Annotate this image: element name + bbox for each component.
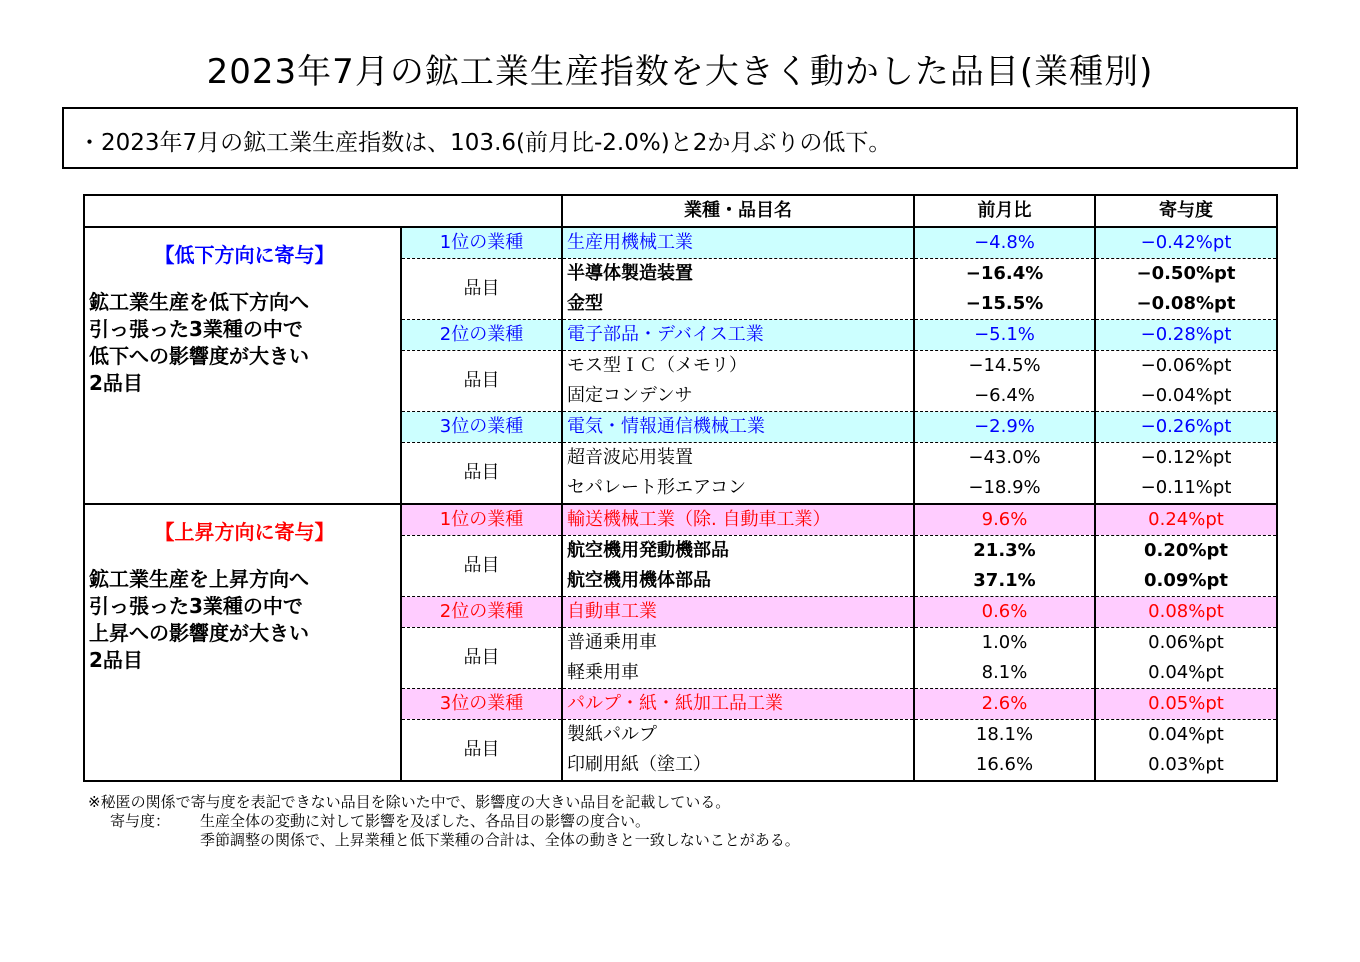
item-mom: −6.4%	[914, 381, 1095, 412]
item-mom: 18.1%	[914, 720, 1095, 751]
industry-mom: 0.6%	[914, 597, 1095, 628]
industry-name: 電気・情報通信機械工業	[562, 412, 914, 443]
item-contrib: 0.09%pt	[1095, 566, 1277, 597]
description-line: 2品目	[89, 648, 143, 672]
item-label: 品目	[401, 628, 562, 689]
item-name: 軽乗用車	[562, 658, 914, 689]
industry-name: パルプ・紙・紙加工品工業	[562, 689, 914, 720]
industry-rank: 3位の業種	[401, 412, 562, 443]
footnote-3: 季節調整の関係で、上昇業種と低下業種の合計は、全体の動きと一致しないことがある。	[200, 831, 800, 849]
item-mom: 37.1%	[914, 566, 1095, 597]
item-mom: 21.3%	[914, 536, 1095, 567]
item-mom: 1.0%	[914, 628, 1095, 659]
item-mom: −14.5%	[914, 351, 1095, 382]
item-mom: −15.5%	[914, 289, 1095, 320]
industry-rank: 2位の業種	[401, 320, 562, 351]
industry-name: 輸送機械工業（除. 自動車工業）	[562, 504, 914, 536]
item-contrib: 0.04%pt	[1095, 720, 1277, 751]
item-name: 普通乗用車	[562, 628, 914, 659]
footnote-2-text: 生産全体の変動に対して影響を及ぼした、各品目の影響の度合い。	[200, 812, 651, 830]
item-name: 製紙パルプ	[562, 720, 914, 751]
header-mom: 前月比	[914, 195, 1095, 227]
industry-name: 電子部品・デバイス工業	[562, 320, 914, 351]
summary-box	[62, 107, 1298, 169]
increase-section	[84, 504, 1277, 781]
item-contrib: −0.11%pt	[1095, 473, 1277, 504]
item-name: 超音波応用装置	[562, 443, 914, 474]
item-contrib: 0.03%pt	[1095, 750, 1277, 781]
header-blank	[84, 195, 562, 227]
industry-name: 自動車工業	[562, 597, 914, 628]
item-contrib: 0.04%pt	[1095, 658, 1277, 689]
industry-mom: −2.9%	[914, 412, 1095, 443]
description-line: 鉱工業生産を低下方向へ	[89, 290, 309, 314]
item-name: セパレート形エアコン	[562, 473, 914, 504]
table-header-row	[84, 195, 1277, 227]
item-contrib: 0.06%pt	[1095, 628, 1277, 659]
item-mom: 8.1%	[914, 658, 1095, 689]
item-mom: 16.6%	[914, 750, 1095, 781]
item-name: 航空機用機体部品	[562, 566, 914, 597]
industry-contrib: 0.05%pt	[1095, 689, 1277, 720]
item-mom: −43.0%	[914, 443, 1095, 474]
item-contrib: −0.50%pt	[1095, 259, 1277, 290]
item-name: 固定コンデンサ	[562, 381, 914, 412]
industry-row	[84, 227, 1277, 259]
item-label: 品目	[401, 536, 562, 597]
item-name: 半導体製造装置	[562, 259, 914, 290]
footnotes	[88, 793, 800, 850]
industry-rank: 3位の業種	[401, 689, 562, 720]
description-line: 鉱工業生産を上昇方向へ	[89, 567, 309, 591]
industry-contrib: 0.08%pt	[1095, 597, 1277, 628]
item-contrib: 0.20%pt	[1095, 536, 1277, 567]
industry-row	[84, 504, 1277, 536]
description-line: 低下への影響度が大きい	[89, 344, 309, 368]
item-name: 印刷用紙（塗工）	[562, 750, 914, 781]
header-contrib: 寄与度	[1095, 195, 1277, 227]
item-name: 航空機用発動機部品	[562, 536, 914, 567]
industry-contrib: −0.28%pt	[1095, 320, 1277, 351]
description-line: 引っ張った3業種の中で	[89, 594, 303, 618]
item-mom: −18.9%	[914, 473, 1095, 504]
description-line: 引っ張った3業種の中で	[89, 317, 303, 341]
summary-text: ・2023年7月の鉱工業生産指数は、103.6(前月比-2.0%)と2か月ぶりの低下。	[78, 130, 892, 156]
decrease-section	[84, 227, 1277, 504]
description-line: 2品目	[89, 371, 143, 395]
industry-mom: −5.1%	[914, 320, 1095, 351]
item-contrib: −0.04%pt	[1095, 381, 1277, 412]
item-contrib: −0.12%pt	[1095, 443, 1277, 474]
page-title: 2023年7月の鉱工業生産指数を大きく動かした品目(業種別)	[206, 52, 1154, 92]
industry-contrib: 0.24%pt	[1095, 504, 1277, 536]
item-label: 品目	[401, 351, 562, 412]
decrease-description	[89, 289, 400, 397]
item-name: 金型	[562, 289, 914, 320]
increase-side-panel	[84, 504, 401, 781]
industry-mom: 2.6%	[914, 689, 1095, 720]
decrease-label: 【低下方向に寄与】	[154, 243, 335, 267]
footnote-1: ※秘匿の関係で寄与度を表記できない品目を除いた中で、影響度の大きい品目を記載している。	[88, 793, 731, 811]
decrease-side-panel	[84, 227, 401, 504]
industry-rank: 1位の業種	[401, 227, 562, 259]
footnote-key: 寄与度：	[110, 812, 171, 830]
item-label: 品目	[401, 443, 562, 505]
item-label: 品目	[401, 720, 562, 782]
industry-name: 生産用機械工業	[562, 227, 914, 259]
industry-contrib: −0.26%pt	[1095, 412, 1277, 443]
industry-rank: 2位の業種	[401, 597, 562, 628]
description-line: 上昇への影響度が大きい	[89, 621, 309, 645]
header-name: 業種・品目名	[562, 195, 914, 227]
item-mom: −16.4%	[914, 259, 1095, 290]
item-name: モス型ＩＣ（メモリ）	[562, 351, 914, 382]
industry-contrib: −0.42%pt	[1095, 227, 1277, 259]
industry-mom: −4.8%	[914, 227, 1095, 259]
industry-mom: 9.6%	[914, 504, 1095, 536]
increase-description	[89, 566, 400, 674]
increase-label: 【上昇方向に寄与】	[154, 520, 335, 544]
item-contrib: −0.08%pt	[1095, 289, 1277, 320]
footnote-2	[88, 812, 800, 831]
industry-rank: 1位の業種	[401, 504, 562, 536]
item-contrib: −0.06%pt	[1095, 351, 1277, 382]
contribution-table	[83, 194, 1278, 782]
item-label: 品目	[401, 259, 562, 320]
